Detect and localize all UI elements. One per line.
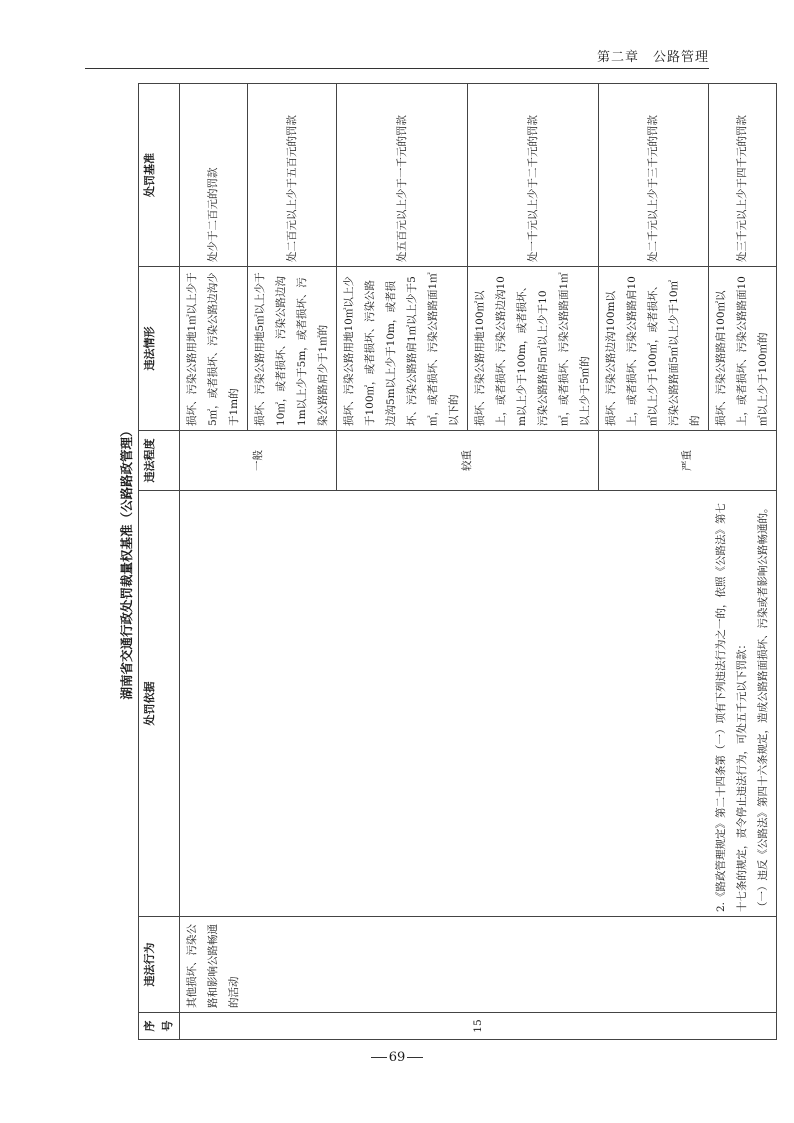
situation-cell: 损坏、污染公路用地100㎡以上，或者损坏、污染公路边沟10m以上少于100m，或者损坏、污染公路路肩5㎡以上少于10㎡，或者损坏、污染公路路面1㎡以上少于5㎡的 [468,267,599,431]
chapter-header: 第二章 公路管理 [596,50,709,65]
col-header-degree: 违法程度 [139,431,180,491]
page-dash-left [371,1057,387,1058]
col-header-standard: 处罚基准 [139,84,180,267]
standard-cell: 处二千元以上少于三千元的罚款 [599,84,709,267]
standard-cell: 处五百元以上少于一千元的罚款 [337,84,468,267]
violation-cell: 其他损坏、污染公路和影响公路畅通的活动 [180,917,777,1013]
page-dash-right [407,1057,423,1058]
page-number-value: 69 [388,1050,406,1065]
standard-cell: 处少于二百元的罚款 [180,84,248,267]
col-header-number: 序号 [139,1013,180,1040]
col-header-violation: 违法行为 [139,917,180,1013]
table-row [180,84,248,1040]
page-number [0,1050,794,1065]
rotated-table-area [116,84,769,1040]
basis-cell [180,491,777,917]
standard-cell: 处二百元以上少于五百元的罚款 [248,84,337,267]
col-header-situation: 违法情形 [139,267,180,431]
degree-cell: 严重 [599,431,777,491]
situation-cell: 损坏、污染公路用地1㎡以上少于5㎡，或者损坏、污染公路边沟少于1m的 [180,267,248,431]
header-rule [85,68,709,69]
standard-cell: 处一千元以上少于二千元的罚款 [468,84,599,267]
row-number: 15 [180,1013,777,1040]
situation-cell: 损坏、污染公路用地10㎡以上少于100㎡，或者损坏、污染公路边沟5m以上少于10m，或者损坏、污染公路路肩1㎡以上少于5㎡，或者损坏、污染公路路面1㎡以下的 [337,267,468,431]
degree-cell: 较重 [337,431,599,491]
situation-cell: 损坏、污染公路用地5㎡以上少于10㎡，或者损坏、污染公路边沟1m以上少于5m，或者损坏、污染公路路肩少于1㎡的 [248,267,337,431]
degree-cell: 一般 [180,431,337,491]
basis-paragraph: 2.《路政管理规定》第二十四条第（一）项有下列违法行为之一的，依照《公路法》第七十七条的规定，责令停止违法行为，可处五千元以下罚款： [715,502,748,912]
penalty-table [138,83,777,1040]
situation-cell: 损坏、污染公路路肩100㎡以上，或者损坏、污染公路路面10㎡以上少于100㎡的 [709,267,777,431]
header-row [139,84,180,1040]
basis-paragraph: （一）违反《公路法》第四十六条规定，造成公路路面损坏、污染或者影响公路畅通的。 [757,502,769,912]
table-title: 湖南省交通行政处罚裁量权基准（公路路政管理） [119,424,134,700]
situation-cell: 损坏、污染公路边沟100m以上，或者损坏、污染公路路肩10㎡以上少于100㎡，或者损坏、污染公路路面5㎡以上少于10㎡的 [599,267,709,431]
col-header-basis: 处罚依据 [139,491,180,917]
standard-cell: 处三千元以上少于四千元的罚款 [709,84,777,267]
